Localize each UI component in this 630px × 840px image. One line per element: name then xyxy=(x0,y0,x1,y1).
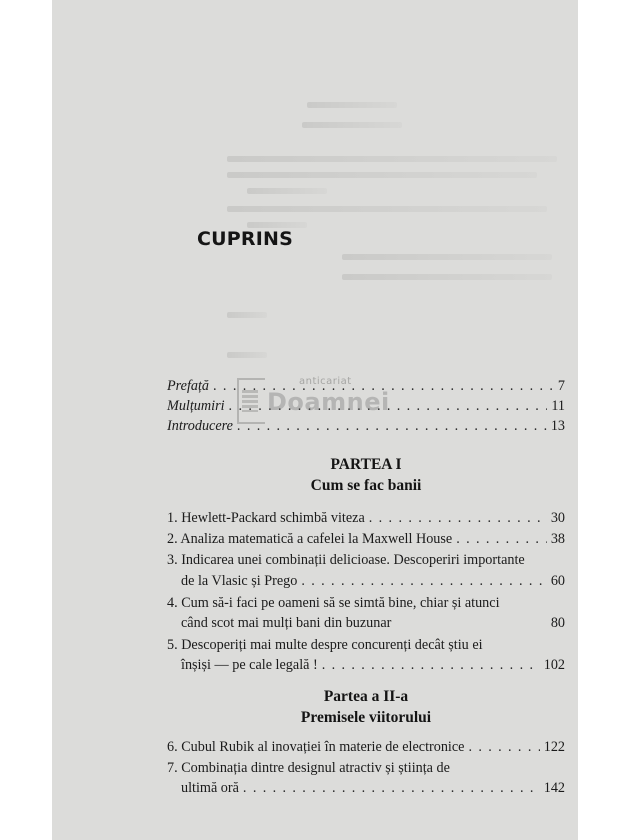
leader-dots xyxy=(301,572,546,590)
entry-title-cont: de la Vlasic și Prego xyxy=(181,573,298,589)
leader-dots xyxy=(243,779,540,797)
toc-entry-chapter-5-line1: 5. Descoperiți mai multe despre concurenți decât știu ei xyxy=(167,637,483,653)
entry-page: 13 xyxy=(550,418,565,434)
toc-entry-chapter-2 xyxy=(167,530,565,548)
entry-page: 60 xyxy=(550,573,565,589)
entry-title-cont: ultimă oră xyxy=(181,780,239,796)
toc-entry-chapter-7 xyxy=(181,779,565,797)
toc-entry-chapter-1 xyxy=(167,509,565,527)
toc-entry-chapter-4 xyxy=(181,614,565,632)
watermark-top-text: anticariat xyxy=(299,376,352,387)
entry-title: Prefață xyxy=(167,378,210,394)
entry-title: 2. Analiza matematică a cafelei la Maxwell House xyxy=(167,531,453,547)
part1-subtitle: Cum se fac banii xyxy=(310,477,422,494)
toc-entry-chapter-4-line1: 4. Cum să-i faci pe oameni să se simtă bine, chiar și atunci xyxy=(167,595,500,611)
part1-label: PARTEA I xyxy=(330,456,402,473)
entry-title: Mulțumiri xyxy=(167,398,225,414)
leader-dots xyxy=(322,656,540,674)
toc-heading: CUPRINS xyxy=(197,228,293,250)
toc-entry-chapter-5 xyxy=(181,656,565,674)
entry-page: 30 xyxy=(550,510,565,526)
books-icon xyxy=(242,390,258,412)
toc-entry-chapter-7-line1: 7. Combinația dintre designul atractiv și știința de xyxy=(167,760,450,776)
toc-entry-chapter-3 xyxy=(181,572,565,590)
entry-title: Introducere xyxy=(167,418,233,434)
leader-dots xyxy=(468,738,539,756)
leader-dots xyxy=(456,530,547,548)
entry-title: 1. Hewlett-Packard schimbă viteza xyxy=(167,510,365,526)
entry-title-cont: înșiși — pe cale legală ! xyxy=(181,657,318,673)
entry-page: 142 xyxy=(543,780,565,796)
entry-title: 6. Cubul Rubik al inovației în materie de electronice xyxy=(167,739,465,755)
entry-title-cont: când scot mai mulți bani din buzunar xyxy=(181,615,392,631)
watermark-logo xyxy=(237,376,397,428)
entry-page: 38 xyxy=(550,531,565,547)
part2-subtitle: Premisele viitorului xyxy=(300,709,432,726)
watermark-brand: Doamnei xyxy=(267,388,390,416)
entry-page: 80 xyxy=(550,615,565,631)
entry-page: 7 xyxy=(557,378,565,394)
entry-page: 122 xyxy=(543,739,565,755)
entry-page: 11 xyxy=(551,398,565,414)
part2-label: Partea a II-a xyxy=(323,688,409,705)
toc-entry-chapter-6 xyxy=(167,738,565,756)
entry-page: 102 xyxy=(543,657,565,673)
toc-entry-chapter-3-line1: 3. Indicarea unei combinații delicioase. Descoperiri importante xyxy=(167,552,525,568)
leader-dots xyxy=(369,509,547,527)
